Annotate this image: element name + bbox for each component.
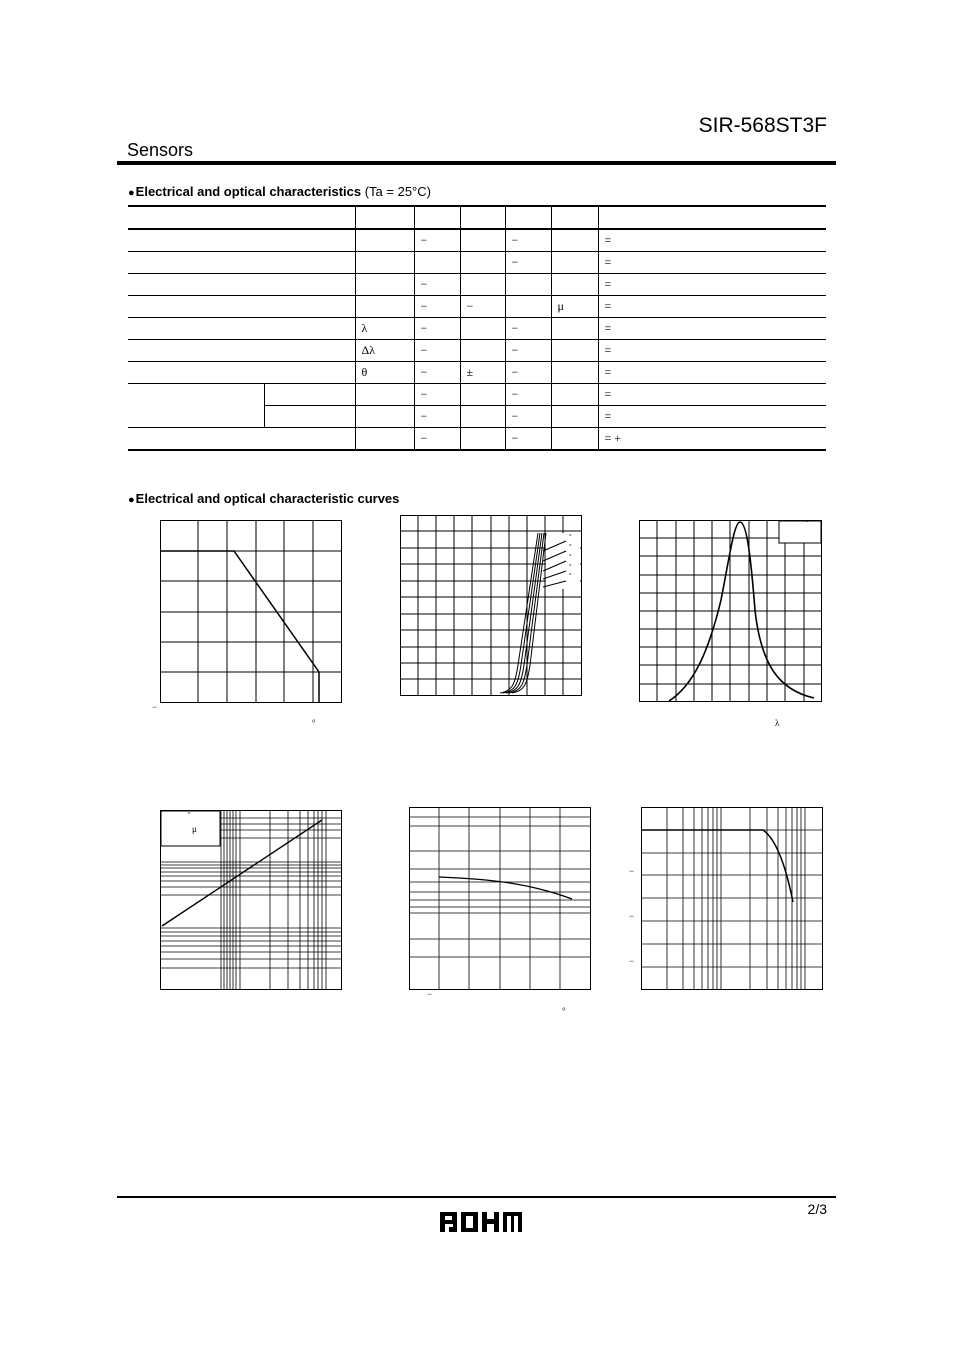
table-cell (128, 428, 355, 451)
chart6-minus-3: − (629, 956, 635, 966)
table-cell: θ (355, 362, 414, 384)
table-cell: = (598, 229, 826, 252)
table-cell (355, 206, 414, 229)
chart1-degree: ° (312, 718, 316, 728)
section-title: Sensors (127, 140, 194, 160)
chart-forward-current (400, 515, 582, 696)
table-cell (460, 318, 505, 340)
table-cell: = (598, 318, 826, 340)
table-cell (460, 274, 505, 296)
table-cell (128, 318, 355, 340)
table-row (128, 296, 826, 318)
table-cell (128, 274, 355, 296)
table-cell (355, 252, 414, 274)
table-cell (355, 428, 414, 451)
table-cell (128, 252, 355, 274)
table-cell (505, 296, 551, 318)
table-cell (460, 252, 505, 274)
table-header-row (128, 206, 826, 229)
table-cell (551, 384, 598, 406)
table-cell (355, 384, 414, 406)
table-cell (460, 229, 505, 252)
bullet-icon: ● (128, 187, 135, 199)
table-cell (355, 406, 414, 428)
chart-frequency (641, 807, 823, 990)
table-cell: − (505, 318, 551, 340)
table-cell: − (414, 318, 460, 340)
table-cell (505, 274, 551, 296)
chart3-lambda: λ (775, 718, 780, 728)
table-cell: − (414, 406, 460, 428)
table-cell (551, 428, 598, 451)
chart2-deg2: ° (569, 544, 572, 550)
table-cell: − (414, 274, 460, 296)
chart-log-log (160, 810, 342, 990)
chart6-minus-1: − (629, 866, 635, 876)
chart2-deg1: ° (569, 534, 572, 540)
table-cell (128, 384, 264, 428)
table-heading (128, 184, 431, 199)
table-cell (128, 362, 355, 384)
table-cell: − (460, 296, 505, 318)
table-cell: − (505, 252, 551, 274)
table-cell: = (598, 340, 826, 362)
table-cell (264, 406, 355, 428)
table-cell (551, 206, 598, 229)
part-number: SIR-568ST3F (698, 114, 827, 137)
table-cell (551, 362, 598, 384)
table-cell (551, 252, 598, 274)
table-cell (460, 406, 505, 428)
table-cell: − (505, 362, 551, 384)
chart-spectrum (639, 520, 822, 702)
table-cell (264, 384, 355, 406)
table-cell: = + (598, 428, 826, 451)
chart5-minus: − (427, 989, 433, 999)
table-row (128, 362, 826, 384)
table-cell: − (414, 229, 460, 252)
table-cell (551, 340, 598, 362)
table-row (128, 252, 826, 274)
table-cell (460, 340, 505, 362)
table-cell: = (598, 406, 826, 428)
table-cell (414, 206, 460, 229)
chart-derating (160, 520, 342, 703)
table-cell (598, 206, 826, 229)
page-number: 2/3 (807, 1201, 827, 1217)
table-condition: (Ta = 25°C) (364, 184, 431, 199)
table-cell: − (414, 340, 460, 362)
chart2-deg4: ° (569, 564, 572, 570)
table-cell: − (505, 229, 551, 252)
table-cell: Δλ (355, 340, 414, 362)
table-row (128, 384, 826, 406)
table-cell (551, 318, 598, 340)
chart1-minus: − (152, 702, 158, 712)
table-cell: ± (460, 362, 505, 384)
curves-title: Electrical and optical characteristic curves (135, 491, 400, 506)
chart3-degree: ° (806, 520, 809, 526)
table-cell: λ (355, 318, 414, 340)
rohm-logo (440, 1212, 522, 1234)
chart6-minus-2: − (629, 911, 635, 921)
table-cell (128, 206, 355, 229)
table-cell: = (598, 296, 826, 318)
table-cell: − (505, 406, 551, 428)
table-cell: = (598, 252, 826, 274)
chart2-deg5: ° (569, 573, 572, 579)
table-cell: μ (551, 296, 598, 318)
table-cell: − (414, 428, 460, 451)
table-cell (460, 384, 505, 406)
table-cell (128, 296, 355, 318)
table-row (128, 340, 826, 362)
table-row (128, 318, 826, 340)
characteristics-table (128, 205, 826, 451)
table-row (128, 229, 826, 252)
header-rule (117, 161, 836, 165)
table-cell (355, 229, 414, 252)
chart4-degree: ° (188, 812, 191, 818)
table-cell: − (414, 384, 460, 406)
chart-temperature (409, 807, 591, 990)
table-cell (551, 229, 598, 252)
table-cell: − (505, 340, 551, 362)
table-cell: − (414, 362, 460, 384)
table-cell: = (598, 274, 826, 296)
chart4-mu: μ (192, 824, 197, 834)
table-cell: − (414, 296, 460, 318)
table-cell (460, 428, 505, 451)
table-cell (128, 340, 355, 362)
table-title: Electrical and optical characteristics (135, 184, 362, 199)
table-cell (128, 229, 355, 252)
table-row (128, 274, 826, 296)
chart5-degree: ° (562, 1006, 566, 1016)
chart2-deg3: ° (569, 554, 572, 560)
table-cell: − (505, 428, 551, 451)
table-cell (551, 406, 598, 428)
table-cell: − (505, 384, 551, 406)
table-cell (505, 206, 551, 229)
table-cell (414, 252, 460, 274)
table-cell (355, 296, 414, 318)
table-cell (355, 274, 414, 296)
table-cell: = (598, 384, 826, 406)
bullet-icon: ● (128, 494, 135, 506)
table-cell: = (598, 362, 826, 384)
table-row (128, 428, 826, 451)
table-cell (460, 206, 505, 229)
footer-rule (117, 1196, 836, 1198)
table-cell (551, 274, 598, 296)
curves-heading (128, 491, 399, 506)
